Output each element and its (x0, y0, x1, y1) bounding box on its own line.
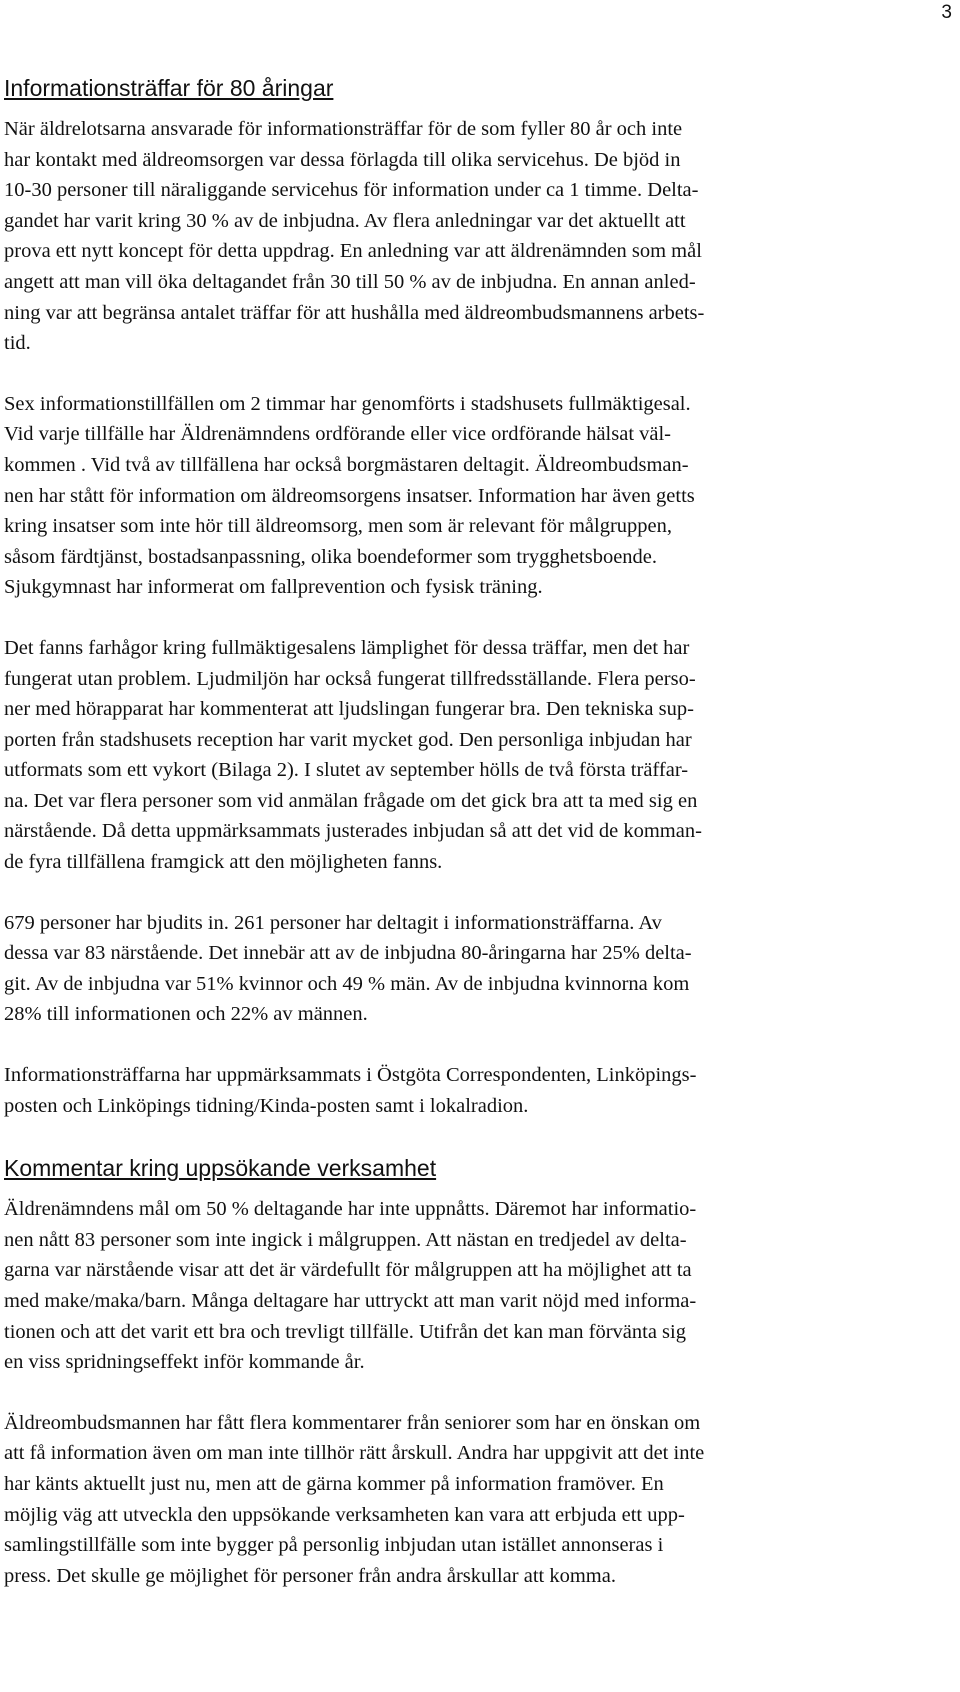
page-number: 3 (941, 2, 952, 23)
text-line: har känts aktuellt just nu, men att de gärna kommer på information framöver. En (4, 1472, 664, 1495)
text-line: dessa var 83 närstående. Det innebär att av de inbjudna 80-åringarna har 25% delta- (4, 942, 692, 965)
text-line: att få information även om man inte tillhör rätt årskull. Andra har uppgivit att det inte (4, 1442, 705, 1465)
text-line: porten från stadshusets reception har varit mycket god. Den personliga inbjudan har (4, 728, 692, 751)
text-line: har kontakt med äldreomsorgen var dessa förlagda till olika servicehus. De bjöd in (4, 148, 681, 171)
text-line: närstående. Då detta uppmärksammats justerades inbjudan så att det vid de komman- (4, 820, 702, 843)
text-line: möjlig väg att utveckla den uppsökande verksamheten kan vara att erbjuda ett upp- (4, 1503, 685, 1526)
text-line: med make/maka/barn. Många deltagare har uttryckt att man varit nöjd med informa- (4, 1290, 697, 1312)
text-line: nen har stått för information om äldreomsorgens insatser. Information har även getts (4, 484, 695, 507)
text-line: Informationsträffarna har uppmärksammats i Östgöta Correspondenten, Linköpings- (4, 1064, 697, 1087)
text-line: garna var närstående visar att det är värdefullt för målgruppen att ha möjlighet att ta (4, 1259, 692, 1282)
paragraph-statistik (4, 908, 894, 1030)
paragraph-media (4, 1060, 894, 1121)
text-line: samlingstillfälle som inte bygger på personlig inbjudan utan istället annonseras i (4, 1534, 664, 1557)
text-line: fungerat utan problem. Ljudmiljön har också fungerat tillfredsställande. Flera perso- (4, 667, 696, 690)
text-line: kommen . Vid två av tillfällena har också borgmästaren deltagit. Äldreombudsman- (4, 453, 689, 476)
text-line: angett att man vill öka deltagandet från 30 till 50 % av de inbjudna. En annan anled- (4, 270, 696, 293)
text-line: Det fanns farhågor kring fullmäktigesalens lämplighet för dessa träffar, men det har (4, 636, 690, 659)
section-heading-informationstraffar: Informationsträffar för 80 åringar (4, 75, 334, 101)
text-line: nen nått 83 personer som inte ingick i målgruppen. Att nästan en tredjedel av delta- (4, 1228, 687, 1251)
text-line: posten och Linköpings tidning/Kinda-posten samt i lokalradion. (4, 1094, 529, 1117)
text-line: utformats som ett vykort (Bilaga 2). I slutet av september hölls de två första träffar- (4, 759, 689, 782)
paragraph-malsattning (4, 1194, 894, 1378)
text-line: kring insatser som inte hör till äldreomsorg, men som är relevant för målgruppen, (4, 515, 672, 538)
paragraph-kommentarer (4, 1408, 894, 1592)
text-line: såsom färdtjänst, bostadsanpassning, olika boendeformer som trygghetsboende. (4, 545, 658, 568)
text-line: git. Av de inbjudna var 51% kvinnor och 49 % män. Av de inbjudna kvinnorna kom (4, 972, 690, 995)
text-line: Vid varje tillfälle har Äldrenämndens ordförande eller vice ordförande hälsat väl- (4, 423, 672, 446)
text-line: press. Det skulle ge möjlighet för personer från andra årskullar att komma. (4, 1564, 616, 1587)
text-line: na. Det var flera personer som vid anmälan frågade om det gick bra att ta med sig en (4, 789, 698, 812)
text-line: gandet har varit kring 30 % av de inbjudna. Av flera anledningar var det aktuellt att (4, 209, 686, 232)
text-line: tionen och att det varit ett bra och trevligt tillfälle. Utifrån det kan man förvänta sig (4, 1320, 686, 1343)
text-line: en viss spridningseffekt inför kommande år. (4, 1351, 365, 1374)
text-line: 10-30 personer till näraliggande servicehus för information under ca 1 timme. Delta- (4, 179, 699, 202)
document-body (4, 71, 894, 1621)
text-line: ner med hörapparat har kommenterat att ljudslingan fungerar bra. Den tekniska sup- (4, 698, 694, 721)
text-line: tid. (4, 332, 31, 355)
text-line: Äldreombudsmannen har fått flera kommentarer från seniorer som har en önskan om (4, 1411, 701, 1434)
text-line: När äldrelotsarna ansvarade för informationsträffar för de som fyller 80 år och inte (4, 118, 683, 140)
text-line: 679 personer har bjudits in. 261 personer har deltagit i informationsträffarna. Av (4, 911, 662, 934)
paragraph-intro (4, 114, 894, 359)
text-line: ning var att begränsa antalet träffar för att hushålla med äldreombudsmannens arbets- (4, 301, 705, 324)
text-line: Sjukgymnast har informerat om fallprevention och fysisk träning. (4, 576, 543, 599)
text-line: Sex informationstillfällen om 2 timmar har genomförts i stadshusets fullmäktigesal. (4, 392, 691, 415)
paragraph-informationstillfallen (4, 389, 894, 603)
section-heading-kommentar: Kommentar kring uppsökande verksamhet (4, 1155, 437, 1182)
text-line: 28% till informationen och 22% av männen. (4, 1003, 368, 1026)
paragraph-farhagor (4, 633, 894, 878)
text-line: prova ett nytt koncept för detta uppdrag. En anledning var att äldrenämnden som mål (4, 240, 702, 263)
text-line: Äldrenämndens mål om 50 % deltagande har inte uppnåtts. Däremot har informatio- (4, 1198, 697, 1221)
text-line: de fyra tillfällena framgick att den möjligheten fanns. (4, 851, 443, 874)
